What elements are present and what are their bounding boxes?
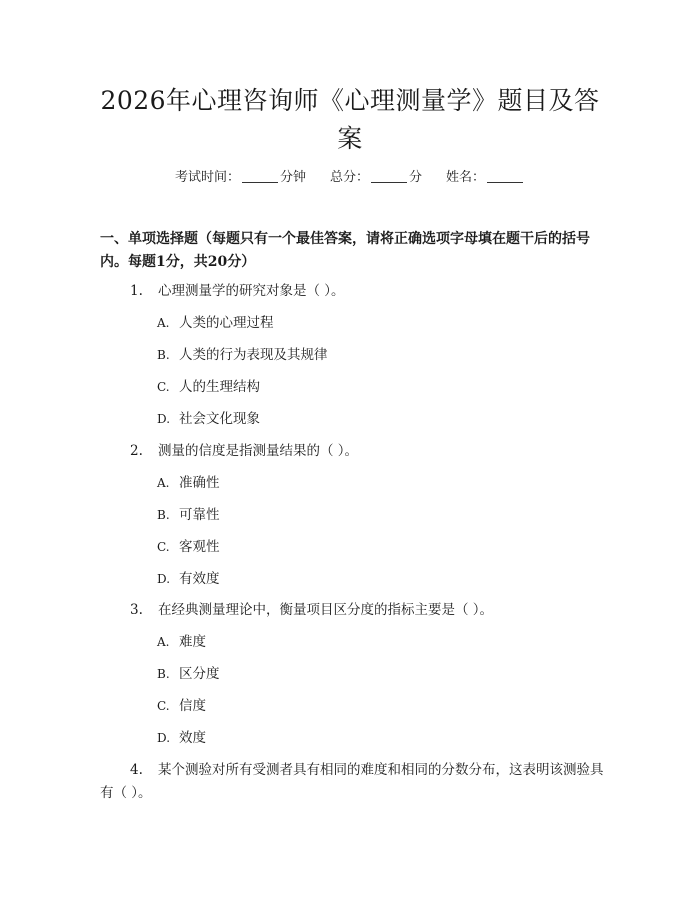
option-letter: C. [157, 699, 170, 713]
exam-meta [0, 168, 700, 188]
student-name-blank [487, 168, 523, 183]
question-number: 3. [130, 602, 143, 618]
option-2b [157, 504, 220, 526]
option-letter: A. [157, 476, 170, 490]
question-number: 2. [130, 443, 143, 459]
question-text: 心理测量学的研究对象是（ ）。 [158, 283, 345, 299]
question-text: 某个测验对所有受测者具有相同的难度和相同的分数分布，这表明该测验具有（ ）。 [100, 762, 604, 801]
total-score-label: 总分： [329, 170, 369, 185]
question-number: 4. [130, 762, 143, 778]
question-text: 在经典测量理论中，衡量项目区分度的指标主要是（ ）。 [158, 602, 494, 618]
exam-time-unit: 分钟 [279, 170, 306, 185]
section-heading: 一、单项选择题（每题只有一个最佳答案，请将正确选项字母填在题干后的括号内。每题1分，共20分） [100, 231, 590, 270]
option-letter: B. [157, 667, 170, 681]
student-name-label: 姓名： [446, 170, 486, 185]
option-text: 可靠性 [179, 507, 220, 523]
option-text: 人类的行为表现及其规律 [179, 347, 328, 363]
question-1 [130, 280, 345, 302]
option-1c [157, 376, 260, 398]
total-score [330, 168, 422, 188]
option-letter: A. [157, 635, 170, 649]
option-3d [157, 727, 206, 749]
option-1b [157, 344, 328, 366]
exam-time-blank [242, 168, 278, 183]
option-1a [157, 312, 274, 334]
option-text: 准确性 [179, 475, 220, 491]
option-3b [157, 663, 220, 685]
option-letter: B. [157, 348, 170, 362]
document-title: 2026年心理咨询师《心理测量学》题目及答案 [100, 86, 600, 153]
option-letter: D. [157, 731, 171, 745]
option-text: 信度 [179, 698, 206, 714]
question-number: 1. [130, 283, 143, 299]
question-text: 测量的信度是指测量结果的（ ）。 [158, 443, 359, 459]
option-letter: D. [157, 572, 171, 586]
total-score-unit: 分 [409, 170, 423, 185]
option-text: 社会文化现象 [179, 411, 260, 427]
option-2a [157, 472, 220, 494]
option-letter: D. [157, 412, 171, 426]
option-3c [157, 695, 206, 717]
option-text: 人的生理结构 [179, 379, 260, 395]
student-name [446, 168, 525, 188]
question-3 [130, 599, 493, 621]
option-3a [157, 631, 206, 653]
option-text: 客观性 [179, 539, 220, 555]
option-1d [157, 408, 260, 430]
option-letter: C. [157, 380, 170, 394]
option-text: 效度 [179, 730, 206, 746]
question-2 [130, 440, 358, 462]
exam-time-label: 考试时间： [174, 170, 240, 185]
total-score-blank [371, 168, 407, 183]
option-2d [157, 568, 220, 590]
option-text: 区分度 [179, 666, 220, 682]
question-4 [100, 759, 605, 805]
exam-time [175, 168, 306, 188]
option-letter: B. [157, 508, 170, 522]
option-letter: A. [157, 316, 170, 330]
option-text: 难度 [179, 634, 206, 650]
option-text: 有效度 [179, 571, 220, 587]
option-letter: C. [157, 540, 170, 554]
option-text: 人类的心理过程 [179, 315, 274, 331]
option-2c [157, 536, 220, 558]
